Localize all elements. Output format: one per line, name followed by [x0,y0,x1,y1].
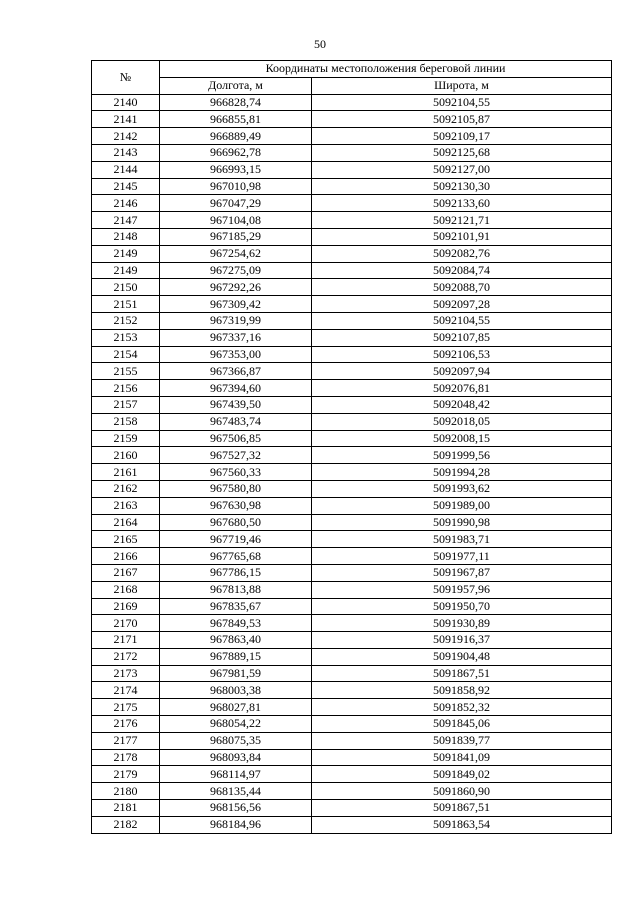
table-row [92,413,612,430]
table-row [92,262,612,279]
row-number-cell: 2164 [92,514,160,531]
table-row [92,396,612,413]
longitude-cell: 967185,29 [160,228,312,245]
longitude-cell: 967630,98 [160,497,312,514]
table-row [92,363,612,380]
table-body [92,94,612,833]
latitude-cell: 5091852,32 [312,699,612,716]
latitude-cell: 5091999,56 [312,447,612,464]
table-row [92,279,612,296]
table-row [92,296,612,313]
latitude-cell: 5091957,96 [312,581,612,598]
latitude-cell: 5092082,76 [312,245,612,262]
latitude-cell: 5092109,17 [312,128,612,145]
latitude-cell: 5091841,09 [312,749,612,766]
row-number-cell: 2173 [92,665,160,682]
latitude-cell: 5092097,94 [312,363,612,380]
table-header [92,61,612,95]
row-number-cell: 2182 [92,816,160,833]
longitude-cell: 967863,40 [160,632,312,649]
longitude-cell: 967309,42 [160,296,312,313]
table-row [92,195,612,212]
latitude-cell: 5091993,62 [312,480,612,497]
latitude-cell: 5092130,30 [312,178,612,195]
row-number-cell: 2179 [92,766,160,783]
table-row [92,514,612,531]
longitude-cell: 967835,67 [160,598,312,615]
longitude-cell: 968093,84 [160,749,312,766]
longitude-cell: 967394,60 [160,380,312,397]
table-row [92,464,612,481]
row-number-cell: 2163 [92,497,160,514]
latitude-cell: 5091860,90 [312,783,612,800]
longitude-cell: 966828,74 [160,94,312,111]
table-row [92,447,612,464]
longitude-cell: 967104,08 [160,212,312,229]
longitude-cell: 967483,74 [160,413,312,430]
longitude-cell: 967319,99 [160,312,312,329]
latitude-cell: 5091863,54 [312,816,612,833]
row-number-cell: 2166 [92,548,160,565]
table-row [92,144,612,161]
longitude-cell: 967047,29 [160,195,312,212]
table-row [92,816,612,833]
row-number-cell: 2145 [92,178,160,195]
latitude-cell: 5091849,02 [312,766,612,783]
latitude-cell: 5092106,53 [312,346,612,363]
longitude-column-header: Долгота, м [160,77,312,94]
row-number-cell: 2149 [92,262,160,279]
longitude-cell: 966993,15 [160,161,312,178]
row-number-cell: 2152 [92,312,160,329]
row-number-cell: 2144 [92,161,160,178]
longitude-cell: 968003,38 [160,682,312,699]
row-number-cell: 2178 [92,749,160,766]
row-number-cell: 2160 [92,447,160,464]
row-number-cell: 2171 [92,632,160,649]
table-row [92,716,612,733]
row-number-cell: 2170 [92,615,160,632]
latitude-cell: 5091904,48 [312,648,612,665]
table-row [92,380,612,397]
row-number-cell: 2151 [92,296,160,313]
latitude-cell: 5092018,05 [312,413,612,430]
table-row [92,682,612,699]
table-row [92,766,612,783]
row-number-cell: 2175 [92,699,160,716]
table-row [92,212,612,229]
table-row [92,699,612,716]
table-row [92,598,612,615]
table-row [92,497,612,514]
table-row [92,128,612,145]
row-number-cell: 2157 [92,396,160,413]
longitude-cell: 967353,00 [160,346,312,363]
latitude-cell: 5092008,15 [312,430,612,447]
latitude-cell: 5092104,55 [312,312,612,329]
table-row [92,178,612,195]
longitude-cell: 968135,44 [160,783,312,800]
row-number-cell: 2150 [92,279,160,296]
row-number-cell: 2141 [92,111,160,128]
latitude-cell: 5091916,37 [312,632,612,649]
row-number-cell: 2155 [92,363,160,380]
table-row [92,329,612,346]
row-number-cell: 2162 [92,480,160,497]
coordinates-group-header: Координаты местоположения береговой линии [160,61,612,78]
longitude-cell: 967719,46 [160,531,312,548]
row-number-cell: 2165 [92,531,160,548]
longitude-cell: 967275,09 [160,262,312,279]
longitude-cell: 968114,97 [160,766,312,783]
row-number-cell: 2168 [92,581,160,598]
latitude-cell: 5092107,85 [312,329,612,346]
longitude-cell: 967366,87 [160,363,312,380]
coordinates-table [91,60,612,834]
latitude-cell: 5092127,00 [312,161,612,178]
latitude-cell: 5092088,70 [312,279,612,296]
latitude-cell: 5092125,68 [312,144,612,161]
latitude-cell: 5092105,87 [312,111,612,128]
table-row [92,430,612,447]
table-row [92,245,612,262]
longitude-cell: 967981,59 [160,665,312,682]
latitude-cell: 5091994,28 [312,464,612,481]
table-row [92,548,612,565]
latitude-cell: 5091950,70 [312,598,612,615]
row-number-cell: 2147 [92,212,160,229]
longitude-cell: 967560,33 [160,464,312,481]
latitude-cell: 5092097,28 [312,296,612,313]
longitude-cell: 966962,78 [160,144,312,161]
row-number-cell: 2169 [92,598,160,615]
number-column-header: № [92,61,160,95]
longitude-cell: 968054,22 [160,716,312,733]
latitude-cell: 5091845,06 [312,716,612,733]
latitude-cell: 5092133,60 [312,195,612,212]
table-row [92,783,612,800]
row-number-cell: 2174 [92,682,160,699]
row-number-cell: 2148 [92,228,160,245]
longitude-cell: 968027,81 [160,699,312,716]
latitude-cell: 5091983,71 [312,531,612,548]
row-number-cell: 2176 [92,716,160,733]
table-row [92,800,612,817]
longitude-cell: 968184,96 [160,816,312,833]
table-row [92,480,612,497]
latitude-cell: 5092084,74 [312,262,612,279]
longitude-cell: 967439,50 [160,396,312,413]
latitude-cell: 5091967,87 [312,564,612,581]
latitude-cell: 5091977,11 [312,548,612,565]
row-number-cell: 2149 [92,245,160,262]
row-number-cell: 2146 [92,195,160,212]
table-row [92,749,612,766]
table-row [92,312,612,329]
latitude-column-header: Широта, м [312,77,612,94]
row-number-cell: 2142 [92,128,160,145]
row-number-cell: 2167 [92,564,160,581]
table-row [92,228,612,245]
row-number-cell: 2156 [92,380,160,397]
longitude-cell: 967506,85 [160,430,312,447]
latitude-cell: 5091839,77 [312,732,612,749]
longitude-cell: 967292,26 [160,279,312,296]
row-number-cell: 2161 [92,464,160,481]
row-number-cell: 2159 [92,430,160,447]
longitude-cell: 968075,35 [160,732,312,749]
table-row [92,732,612,749]
row-number-cell: 2172 [92,648,160,665]
table-row [92,564,612,581]
latitude-cell: 5092121,71 [312,212,612,229]
latitude-cell: 5091990,98 [312,514,612,531]
table-row [92,161,612,178]
table-row [92,581,612,598]
row-number-cell: 2140 [92,94,160,111]
table-row [92,111,612,128]
longitude-cell: 967813,88 [160,581,312,598]
table-row [92,531,612,548]
row-number-cell: 2158 [92,413,160,430]
row-number-cell: 2153 [92,329,160,346]
table-row [92,94,612,111]
latitude-cell: 5091989,00 [312,497,612,514]
latitude-cell: 5091858,92 [312,682,612,699]
table-row [92,615,612,632]
longitude-cell: 967580,80 [160,480,312,497]
longitude-cell: 967254,62 [160,245,312,262]
longitude-cell: 967786,15 [160,564,312,581]
longitude-cell: 967849,53 [160,615,312,632]
longitude-cell: 966889,49 [160,128,312,145]
latitude-cell: 5091867,51 [312,800,612,817]
latitude-cell: 5091867,51 [312,665,612,682]
row-number-cell: 2180 [92,783,160,800]
longitude-cell: 967680,50 [160,514,312,531]
table-row [92,665,612,682]
latitude-cell: 5092048,42 [312,396,612,413]
longitude-cell: 966855,81 [160,111,312,128]
row-number-cell: 2181 [92,800,160,817]
longitude-cell: 968156,56 [160,800,312,817]
longitude-cell: 967889,15 [160,648,312,665]
latitude-cell: 5092101,91 [312,228,612,245]
row-number-cell: 2177 [92,732,160,749]
longitude-cell: 967010,98 [160,178,312,195]
longitude-cell: 967337,16 [160,329,312,346]
latitude-cell: 5091930,89 [312,615,612,632]
table-row [92,632,612,649]
longitude-cell: 967765,68 [160,548,312,565]
longitude-cell: 967527,32 [160,447,312,464]
row-number-cell: 2143 [92,144,160,161]
table-row [92,346,612,363]
page-number: 50 [314,37,326,51]
row-number-cell: 2154 [92,346,160,363]
latitude-cell: 5092076,81 [312,380,612,397]
table-row [92,648,612,665]
latitude-cell: 5092104,55 [312,94,612,111]
